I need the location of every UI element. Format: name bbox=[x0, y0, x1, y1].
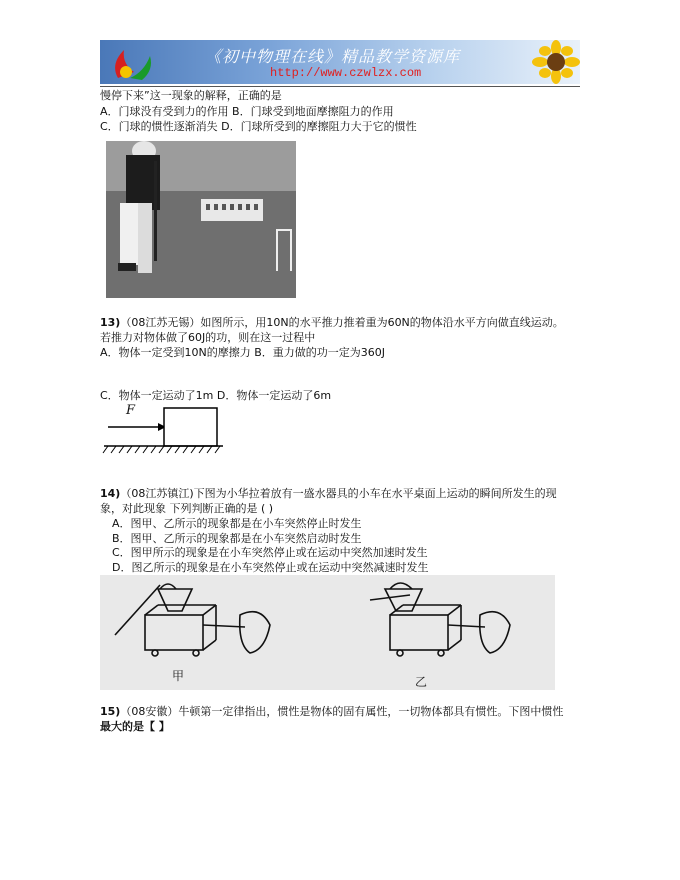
banner-title: 《初中物理在线》精品教学资源库 bbox=[205, 47, 461, 66]
logo-icon bbox=[104, 42, 164, 82]
q13-options-ab: A．物体一定受到10N的摩擦力 B．重力做的功一定为360J bbox=[100, 346, 386, 359]
q12-options-ab: A．门球没有受到力的作用 B．门球受到地面摩擦阻力的作用 bbox=[100, 105, 394, 118]
q15-line1 bbox=[100, 705, 563, 719]
q14-option-c: C．图甲所示的现象是在小车突然停止或在运动中突然加速时发生 bbox=[112, 546, 428, 559]
push-block-figure bbox=[100, 403, 225, 455]
q13-line2: 若推力对物体做了60J的功，则在这一过程中 bbox=[100, 331, 316, 344]
q13-text1: （08江苏无锡）如图所示，用10N的水平推力推着重为60N的物体沿水平方向做直线运动。 bbox=[120, 316, 564, 329]
q15-number: 15) bbox=[100, 705, 121, 718]
label-yi: 乙 bbox=[415, 675, 428, 689]
banner-url[interactable]: http://www.czwlzx.com bbox=[270, 66, 422, 80]
q12-stem: 慢停下来”这一现象的解释，正确的是 bbox=[100, 89, 282, 102]
q14-line1 bbox=[100, 487, 557, 501]
q15-line2: 最大的是【 】 bbox=[100, 720, 170, 733]
q14-line2: 象，对此现象 下列判断正确的是 ( ) bbox=[100, 502, 274, 515]
q14-text1: （08江苏镇江)下图为小华拉着放有一盛水器具的小车在水平桌面上运动的瞬间所发生的现 bbox=[120, 487, 557, 500]
q14-number: 14) bbox=[100, 487, 121, 500]
force-label: F bbox=[126, 403, 136, 418]
label-jia: 甲 bbox=[172, 669, 185, 683]
q13-number: 13) bbox=[100, 316, 121, 329]
q13-line1 bbox=[100, 316, 564, 330]
water-cart-figure bbox=[100, 575, 555, 690]
q14-option-a: A．图甲、乙所示的现象都是在小车突然停止时发生 bbox=[112, 517, 362, 530]
q14-option-b: B．图甲、乙所示的现象都是在小车突然启动时发生 bbox=[112, 532, 362, 545]
q12-options-cd: C．门球的惯性逐渐消失 D．门球所受到的摩擦阻力大于它的惯性 bbox=[100, 120, 417, 133]
header-rule bbox=[100, 86, 580, 87]
q15-text1: （08安徽）牛顿第一定律指出，惯性是物体的固有属性，一切物体都具有惯性。下图中惯性 bbox=[120, 705, 564, 718]
header-banner bbox=[100, 40, 580, 84]
q13-options-cd: C．物体一定运动了1m D．物体一定运动了6m bbox=[100, 389, 332, 402]
q14-option-d: D．图乙所示的现象是在小车突然停止或在运动中突然减速时发生 bbox=[112, 561, 429, 574]
gateball-photo bbox=[106, 141, 296, 298]
sunflower-icon bbox=[532, 40, 580, 84]
